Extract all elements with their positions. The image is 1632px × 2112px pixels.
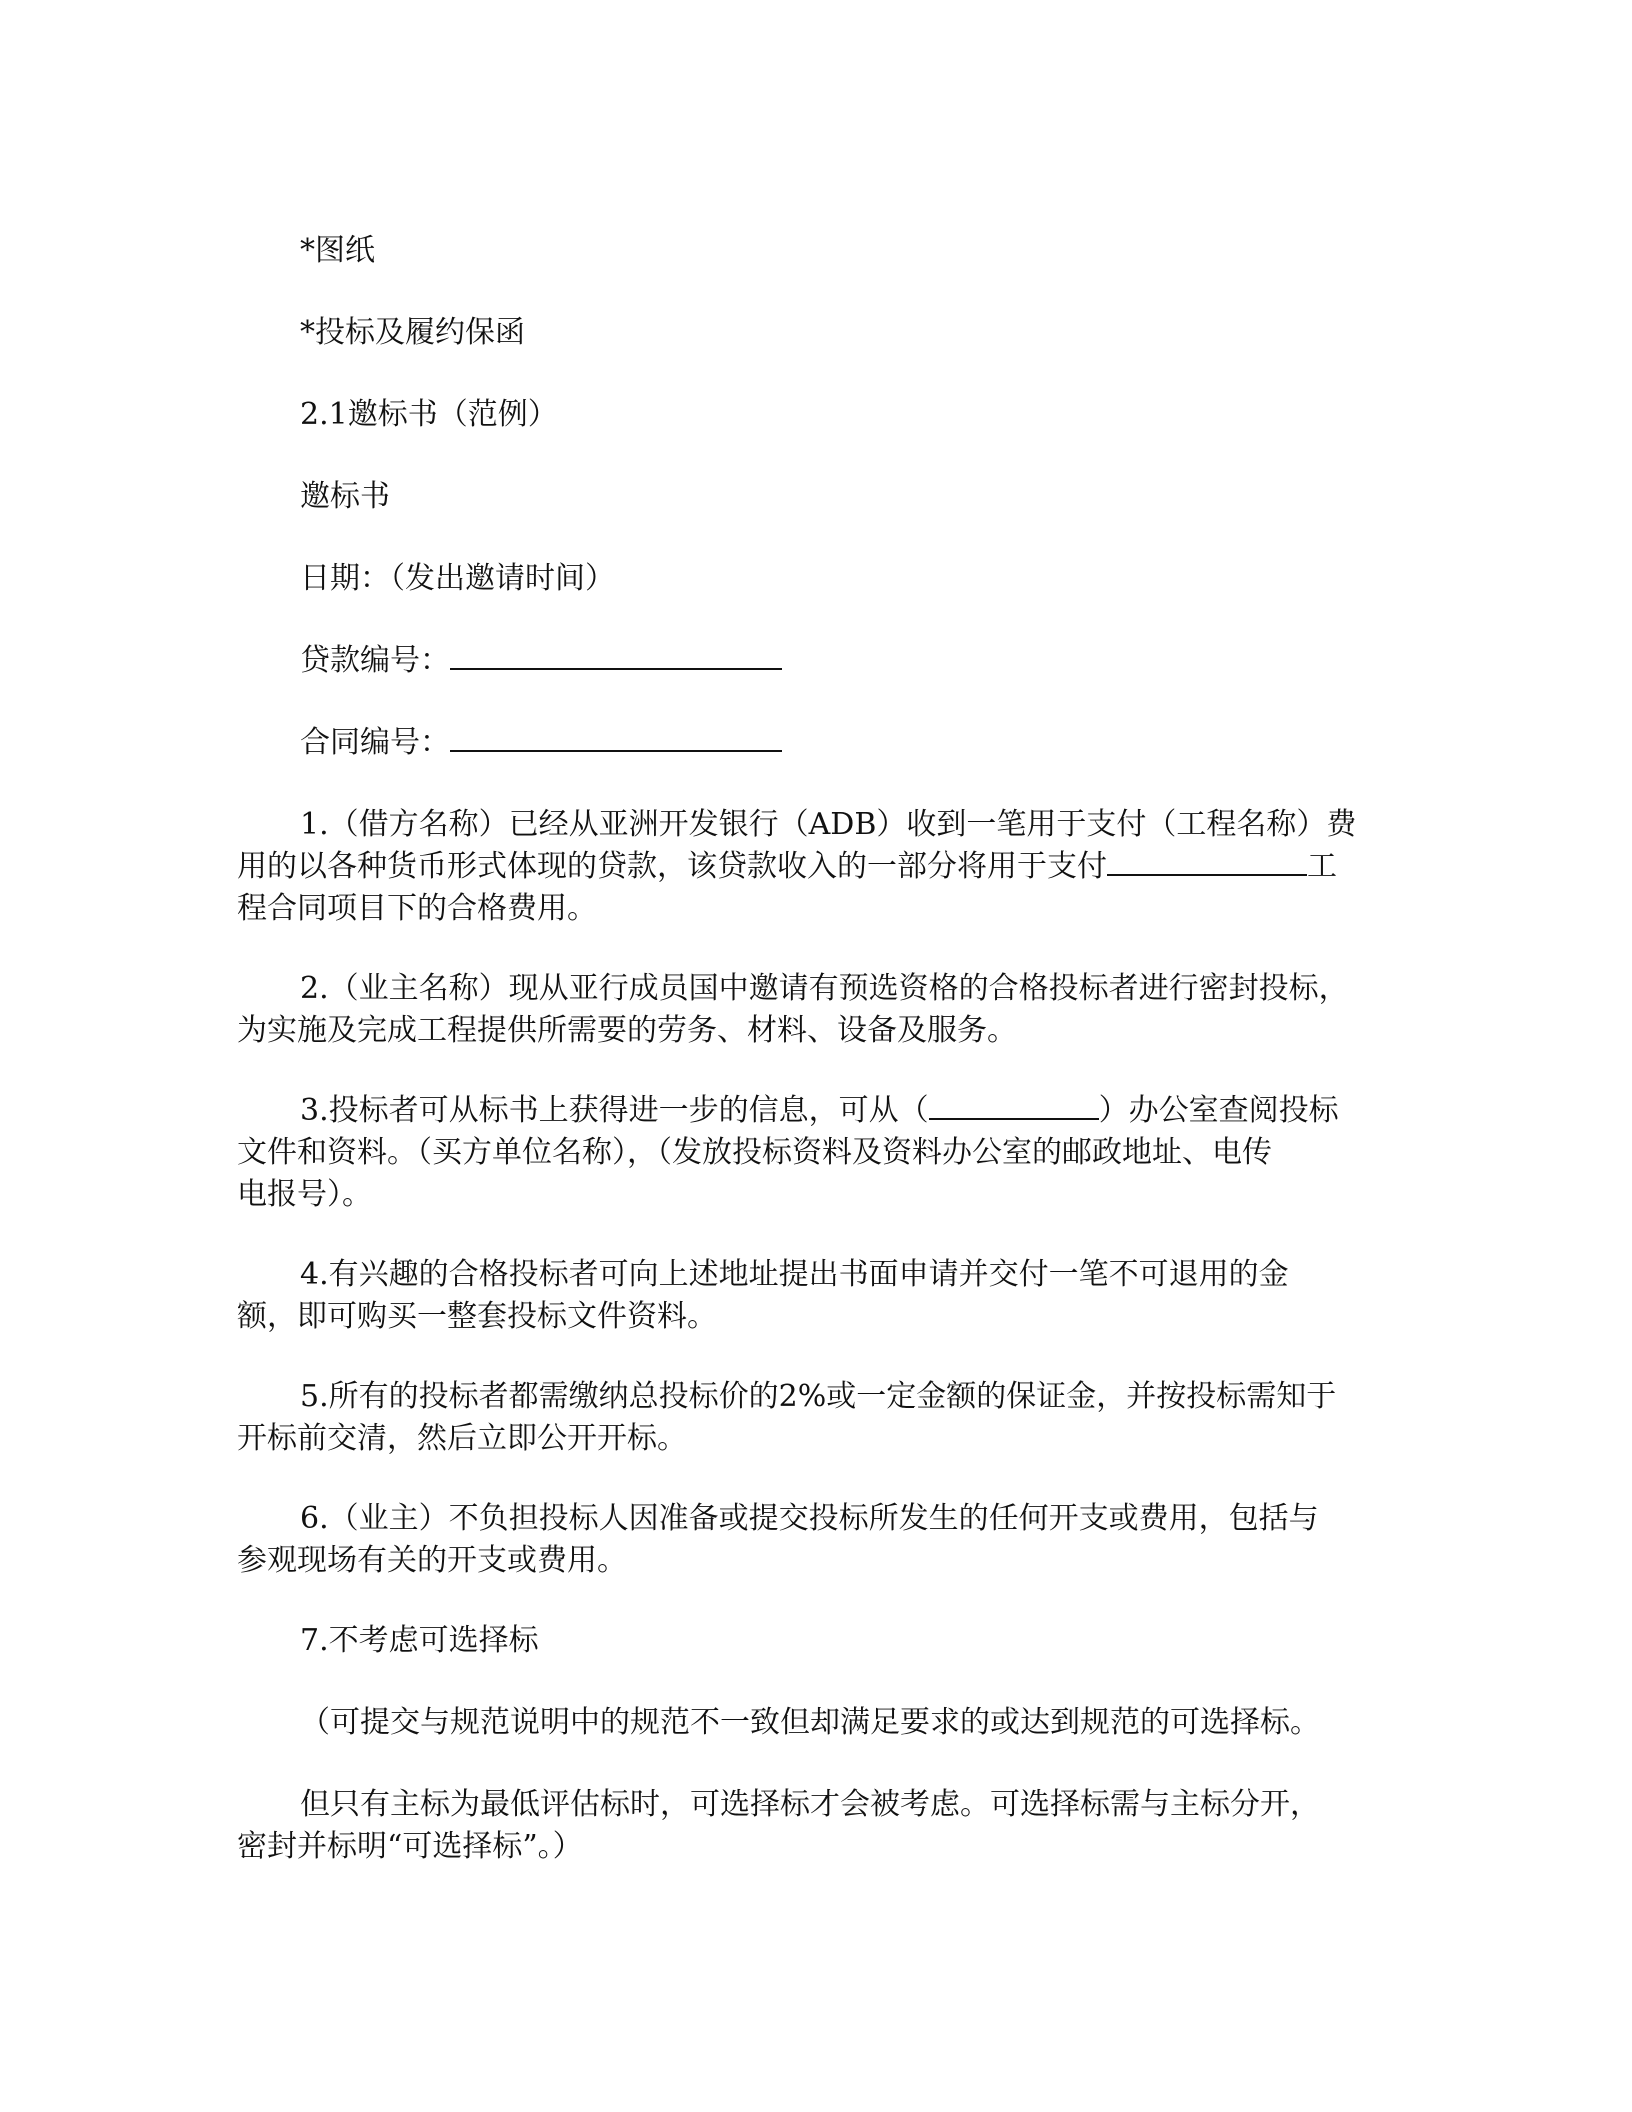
paragraph-6-line-1: 6.（业主）不负担投标人因准备或提交投标所发生的任何开支或费用，包括与 [300, 1501, 1319, 1536]
paragraph-9-line-2: 密封并标明“可选择标”。） [237, 1829, 583, 1864]
contract-number-line [300, 722, 782, 764]
document-title: 邀标书 [300, 479, 390, 514]
paragraph-9-line-1: 但只有主标为最低评估标时，可选择标才会被考虑。可选择标需与主标分开， [300, 1787, 1320, 1822]
paragraph-5-line-2: 开标前交清，然后立即公开开标。 [237, 1421, 687, 1456]
paragraph-8: （可提交与规范说明中的规范不一致但却满足要求的或达到规范的可选择标。 [300, 1705, 1320, 1740]
paragraph-3-text-end: ）办公室查阅投标 [1098, 1093, 1339, 1128]
paragraph-4-line-2: 额，即可购买一整套投标文件资料。 [237, 1299, 717, 1334]
paragraph-1-blank [1107, 846, 1307, 876]
paragraph-2-line-2: 为实施及完成工程提供所需要的劳务、材料、设备及服务。 [237, 1013, 1017, 1048]
paragraph-3-blank [929, 1090, 1099, 1120]
paragraph-6-line-2: 参观现场有关的开支或费用。 [237, 1543, 627, 1578]
paragraph-3-line-3: 电报号）。 [237, 1177, 372, 1212]
paragraph-5-line-1: 5.所有的投标者都需缴纳总投标价的2%或一定金额的保证金，并按投标需知于 [300, 1379, 1337, 1414]
loan-number-label: 贷款编号： [300, 643, 450, 678]
paragraph-7: 7.不考虑可选择标 [300, 1623, 539, 1658]
date-line: 日期：（发出邀请时间） [300, 561, 615, 596]
list-item-drawings: *图纸 [300, 233, 375, 268]
paragraph-1-line-1: 1.（借方名称）已经从亚洲开发银行（ADB）收到一笔用于支付（工程名称）费 [300, 807, 1357, 842]
paragraph-2-line-1: 2.（业主名称）现从亚行成员国中邀请有预选资格的合格投标者进行密封投标， [300, 971, 1349, 1006]
paragraph-3-line-2: 文件和资料。（买方单位名称），（发放投标资料及资料办公室的邮政地址、电传 [237, 1135, 1272, 1170]
list-item-bid-guarantee: *投标及履约保函 [300, 315, 525, 350]
section-heading: 2.1邀标书（范例） [300, 397, 558, 432]
loan-number-blank [450, 640, 782, 670]
paragraph-3-line-1 [300, 1090, 1339, 1132]
paragraph-1-text-end: 工 [1307, 849, 1337, 884]
paragraph-4-line-1: 4.有兴趣的合格投标者可向上述地址提出书面申请并交付一笔不可退用的金 [300, 1257, 1289, 1292]
paragraph-3-text: 3.投标者可从标书上获得进一步的信息，可从（ [300, 1093, 929, 1128]
paragraph-1-text: 用的以各种货币形式体现的贷款，该贷款收入的一部分将用于支付 [237, 849, 1107, 884]
contract-number-blank [450, 722, 782, 752]
paragraph-1-line-3: 程合同项目下的合格费用。 [237, 891, 597, 926]
paragraph-1-line-2 [237, 846, 1337, 888]
contract-number-label: 合同编号： [300, 725, 450, 760]
loan-number-line [300, 640, 782, 682]
